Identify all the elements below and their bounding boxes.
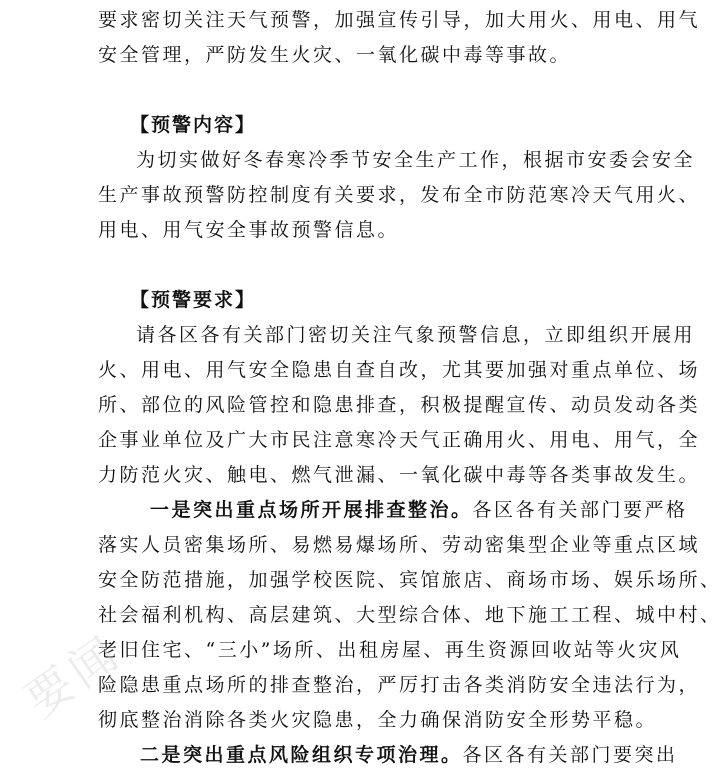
point-1-body-line-1: 落实人员密集场所、易燃易爆场所、劳动密集型企业等重点区域 <box>98 534 701 556</box>
point-2-bold-text: 二是突出重点风险组织专项治理。 <box>140 744 463 766</box>
section-heading-content: 【预警内容】 <box>130 114 257 136</box>
point-1-body-line-4: 老旧住宅、“三小”场所、出租房屋、再生资源回收站等火灾风 <box>98 639 682 661</box>
requirements-line-3: 所、部位的风险管控和隐患排查，积极提醒宣传、动员发动各类 <box>98 394 701 416</box>
point-1-body-line-6: 彻底整治消除各类火灾隐患，全力确保消防安全形势平稳。 <box>98 709 658 731</box>
content-line-2: 生产事故预警防控制度有关要求，发布全市防范寒冷天气用火、 <box>98 184 701 206</box>
section-heading-requirements: 【预警要求】 <box>130 289 257 311</box>
point-1-body-line-3: 社会福利机构、高层建筑、大型综合体、地下施工工程、城中村、 <box>98 604 722 626</box>
point-1-rest-text: 各区各有关部门要严格 <box>472 499 688 521</box>
requirements-line-4: 企事业单位及广大市民注意寒冷天气正确用火、用电、用气，全 <box>98 429 701 451</box>
point-1-body-line-2: 安全防范措施，加强学校医院、宾馆旅店、商场市场、娱乐场所、 <box>98 569 722 591</box>
content-line-3: 用电、用气安全事故预警信息。 <box>98 219 400 241</box>
point-1-body-line-5: 险隐患重点场所的排查整治，严厉打击各类消防安全违法行为， <box>98 674 701 696</box>
point-2-rest-text: 各区各有关部门要突出 <box>462 744 678 766</box>
point-1-bold-text: 一是突出重点场所开展排查整治。 <box>150 499 473 521</box>
requirements-line-2: 火、用电、用气安全隐患自查自改，尤其要加强对重点单位、场 <box>98 359 701 381</box>
intro-line-2: 安全管理，严防发生火灾、一氧化碳中毒等事故。 <box>98 44 572 66</box>
point-2-line <box>140 743 678 767</box>
requirements-line-5: 力防范火灾、触电、燃气泄漏、一氧化碳中毒等各类事故发生。 <box>98 464 701 486</box>
point-1-line <box>150 498 688 522</box>
requirements-line-1: 请各区各有关部门密切关注气象预警信息，立即组织开展用 <box>136 324 696 346</box>
intro-line-1: 要求密切关注天气预警，加强宣传引导，加大用火、用电、用气 <box>98 9 701 31</box>
watermark: 要闻 <box>15 623 132 728</box>
content-line-1: 为切实做好冬春寒冷季节安全生产工作，根据市安委会安全 <box>136 149 696 171</box>
